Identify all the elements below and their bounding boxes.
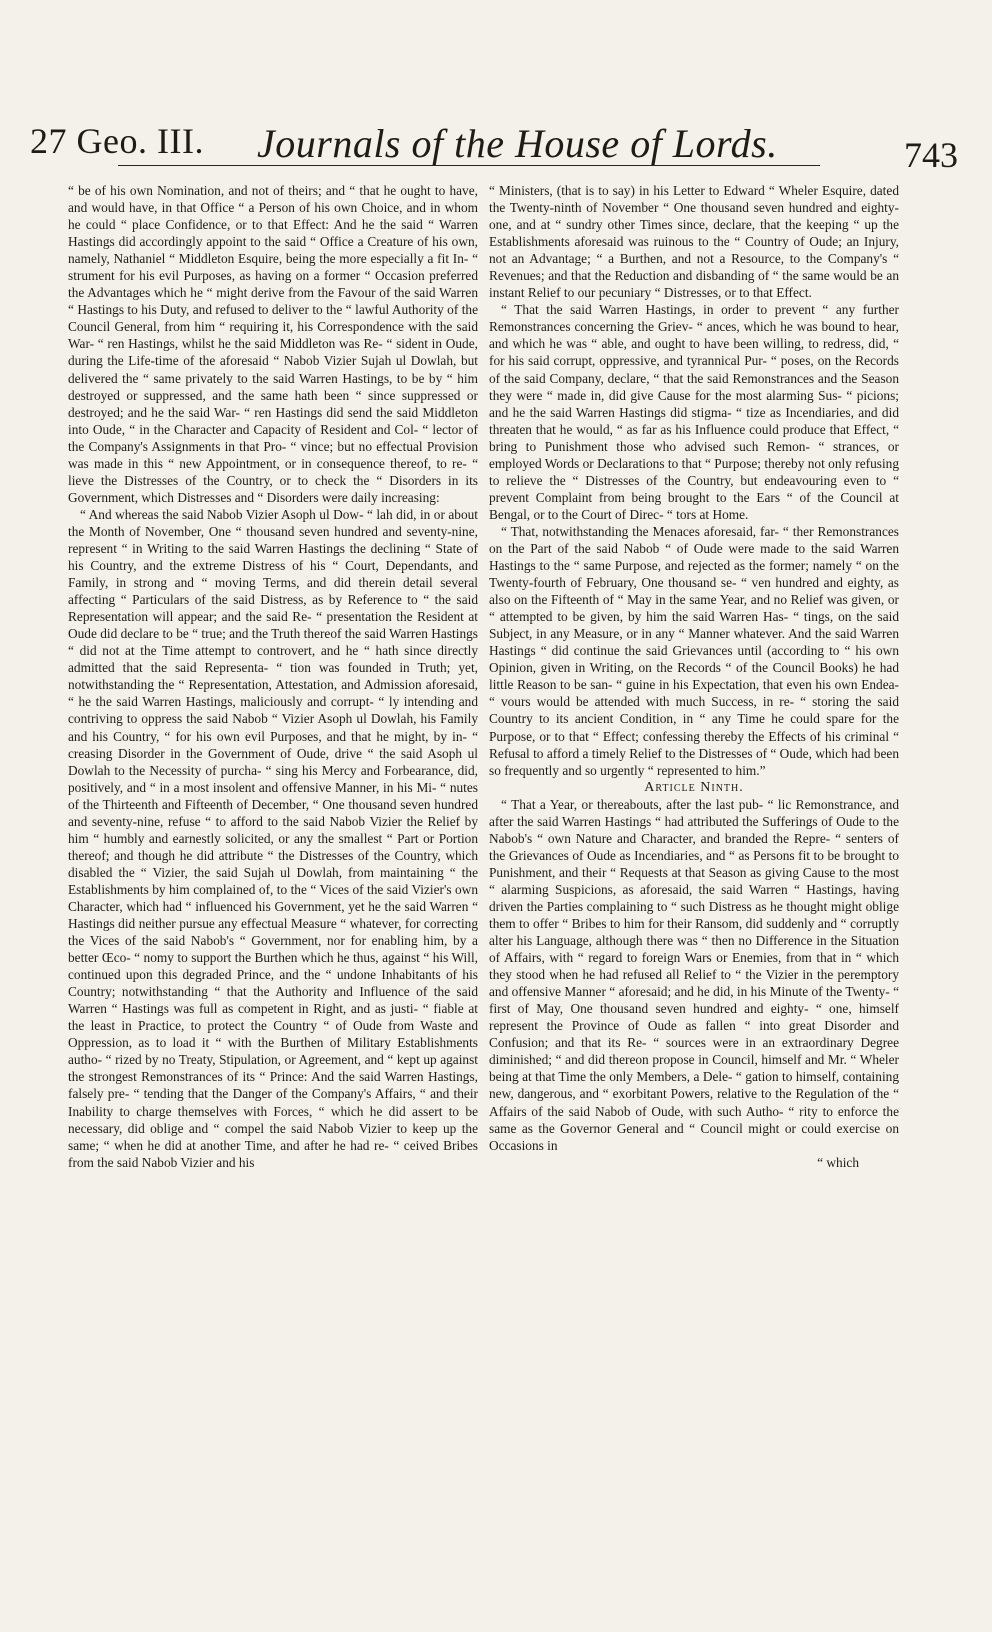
header-rule [118,165,820,166]
journal-title: Journals of the House of Lords. [257,121,778,166]
catchword: “ which [817,1154,859,1170]
right-paragraph-2: “ That the said Warren Hastings, in order to prevent “ any further Remonstrances concerning the Griev- “ ances, which he was bound to hear, and which he was “ able, and ought to have been willing, to redress, did, “ for his said corrupt, oppressive, and tyrannical Pur- “ poses, on the Records of the said Company, declare, “ that the said Remonstrances and the Season they were “ made in, did give Cause for the most alarming Sus- “ picions; and he the said Warren Hastings did stigma- “ tize as Incendiaries, and did threaten that he would, “ as far as his Influence could produce that Effect, “ bring to Punishment those who advised such Remon- “ strances, or employed Words or Declarations to that “ Purpose; thereby not only refusing to relieve the “ Distresses of the Country, but endeavouring even to “ prevent Complaint from being brought to the Ears “ of the Council at Bengal, or to the Court of Direc- “ tors at Home. [489,302,899,522]
left-paragraph-2: “ And whereas the said Nabob Vizier Asoph ul Dow- “ lah did, in or about the Month of November, One “ thousand seven hundred and seventy-nine, represent “ in Writing to the said Warren Hastings the declining “ State of his Country, and the extreme Distress of his “ Court, Dependants, and Family, in strong and “ moving Terms, and did therein detail several affecting “ Particulars of the said Distress, as by Reference to “ the said Representation will appear; and the said Re- “ presentation the Resident at Oude did declare to be “ true; and the Truth thereof the said Warren Hastings “ did not at the Time attempt to controvert, and he “ hath since directly admitted that the said Representa- “ tion was founded in Truth; yet, notwithstanding the “ Representation, Attestation, and Admission aforesaid, “ he the said Warren Hastings, maliciously and corrupt- “ ly intending and contriving to oppress the said Nabob “ Vizier Asoph ul Dowlah, his Family and his Country, “ for his own evil Purposes, and that he might, by in- “ creasing Disorder in the Government of Oude, drive “ the said Asoph ul Dowlah to the Necessity of purcha- “ sing his Mercy and Forbearance, did, positively, and “ in a most insolent and offensive Manner, in his Mi- “ nutes of the Thirteenth and Fifteenth of December, “ One thousand seven hundred and seventy-nine, refuse “ to afford to the said Nabob Vizier the Relief by him “ humbly and earnestly solicited, or any the smallest “ Part or Portion thereof; and though he did attribute “ the Distresses of the Country, which disabled the “ Vizier, the said Sujah ul Dowlah, from maintaining “ the Establishments by him complained of, to the “ Vices of the said Vizier's own Character, which had “ influenced his Government, yet he the said Warren “ Hastings did neither pursue any effectual Measure “ whatever, for correcting the Vices of the said Nabob's “ Government, nor for enabling him, by a better Œco- “ nomy to support the Burthen which he thus, against “ his Will, continued upon this degraded Prince, and the “ undone Inhabitants of his Country; notwithstanding “ that the Authority and Influence of the said Warren “ Hastings was full as competent in Right, and as justi- “ fiable at the least in Practice, to protect the Country “ of Oude from Waste and Oppression, as to load it “ with the Burthen of Military Establishments autho- “ rized by no Treaty, Stipulation, or Agreement, and “ kept up against the strongest Remonstrances of its “ Prince: And the said Warren Hastings, falsely pre- “ tending that the Danger of the Company's Affairs, “ and their Inability to charge themselves with Forces, “ which he did assert to be necessary, did oblige and “ compel the said Nabob Vizier to keep up the same; “ when he did at another Time, and after he had re- “ ceived Bribes from the said Nabob Vizier and his [68,506,478,1170]
right-paragraph-1: “ Ministers, (that is to say) in his Letter to Edward “ Wheler Esquire, dated the Twenty-ninth of November “ One thousand seven hundred and eighty-one, and at “ sundry other Times since, declare, that the keeping “ up the Establishments aforesaid was ruinous to the “ Country of Oude; an Injury, not an Advantage; “ a Burthen, and not a Resource, to the Company's “ Revenues; and that the Reduction and disbanding of “ the same would be an instant Relief to our pecuniary “ Distresses, or to that Effect. [489,183,899,301]
right-paragraph-3: “ That, notwithstanding the Menaces aforesaid, far- “ ther Remonstrances on the Part of the said Nabob “ of Oude were made to the said Warren Hastings to the “ same Purpose, and rejected as the former; namely “ on the Twenty-fourth of February, One thousand se- “ ven hundred and eighty, as also on the Fifteenth of “ May in the same Year, and no Relief was given, or “ attempted to be given, by him the said Warren Has- “ tings, on the said Subject, in any Measure, or in any “ Manner whatever. And the said Warren Hastings “ did continue the said Grievances until (according to “ his own Opinion, given in Writing, on the Records “ of the Council Books) he had little Reason to be san- “ guine in his Expectation, that even his own Endea- “ vours would be attended with much Success, in re- “ storing the said Country to its ancient Condition, in “ any Time he could spare for the Purpose, or to that “ Effect; confessing thereby the Effects of his criminal “ Refusal to afford a timely Relief to the Distresses of “ Oude, which had been so frequently and so urgently “ represented to him.” [489,523,899,778]
right-column [489,182,899,1604]
left-column [68,182,478,1604]
page-number: 743 [904,135,958,175]
regnal-year-header: 27 Geo. III. [30,121,204,161]
article-heading: Article Ninth. [644,779,744,795]
right-paragraph-4: “ That a Year, or thereabouts, after the last pub- “ lic Remonstrance, and after the said Warren Hastings “ had attributed the Sufferings of Oude to the Nabob's “ own Nature and Character, and branded the Repre- “ senters of the Grievances of Oude as Incendiaries, and “ as Persons fit to be brought to Punishment, and their “ Requests at that Season as giving Cause to the most “ alarming Suspicions, as aforesaid, the said Warren “ Hastings, having driven the Parties complaining to “ such Distress as he thought might oblige them to offer “ Bribes to him for their Ransom, did suddenly and “ corruptly alter his Language, although there was “ then no Difference in the Situation of Affairs, with “ regard to foreign Wars or Enemies, from that in “ which they stood when he had refused all Relief to “ the Vizier in the peremptory and offensive Manner “ aforesaid; and he did, in his Minute of the Twenty- “ first of May, One thousand seven hundred and eighty- “ one, himself represent the Province of Oude as fallen “ into great Disorder and Confusion; and that its Re- “ sources were in an extraordinary Degree diminished; “ and did thereon propose in Council, himself and Mr. “ Wheler being at that Time the only Members, a Dele- “ gation to himself, containing new, dangerous, and “ exorbitant Powers, relative to the Regulation of the “ Affairs of the said Nabob of Oude, with such Autho- “ rity to enforce the same as the Governor General and “ Council might or could exercise on Occasions in [489,796,899,1153]
left-paragraph-1: “ be of his own Nomination, and not of theirs; and “ that he ought to have, and would have, in that Office “ a Person of his own Choice, and in whom he could “ place Confidence, or to that Effect: And he the said “ Warren Hastings did accordingly appoint to the said “ Office a Creature of his own, namely, Nathaniel “ Middleton Esquire, being the more especially a fit In- “ strument for his evil Purposes, as having on a former “ Occasion preferred the Advantages which he “ might derive from the Favour of the said Warren “ Hastings to his Duty, and refused to deliver to the “ lawful Authority of the Council General, from him “ requiring it, his Correspondence with the said War- “ ren Hastings, whilst he the said Middleton was Re- “ sident in Oude, during the Life-time of the aforesaid “ Nabob Vizier Sujah ul Dowlah, but delivered the “ same privately to the said Warren Hastings, to be by “ him destroyed or suppressed, and the same hath been “ since suppressed or destroyed; and he the said War- “ ren Hastings did send the said Middleton into Oude, “ in the Character and Capacity of Resident and Col- “ lector of the Company's Assignments in that Pro- “ vince; but no effectual Provision was made in this “ new Appointment, or in consequence thereof, to re- “ lieve the Distresses of the Country, or to check the “ Disorders in its Government, which Distresses and “ Disorders were daily increasing: [68,183,478,505]
